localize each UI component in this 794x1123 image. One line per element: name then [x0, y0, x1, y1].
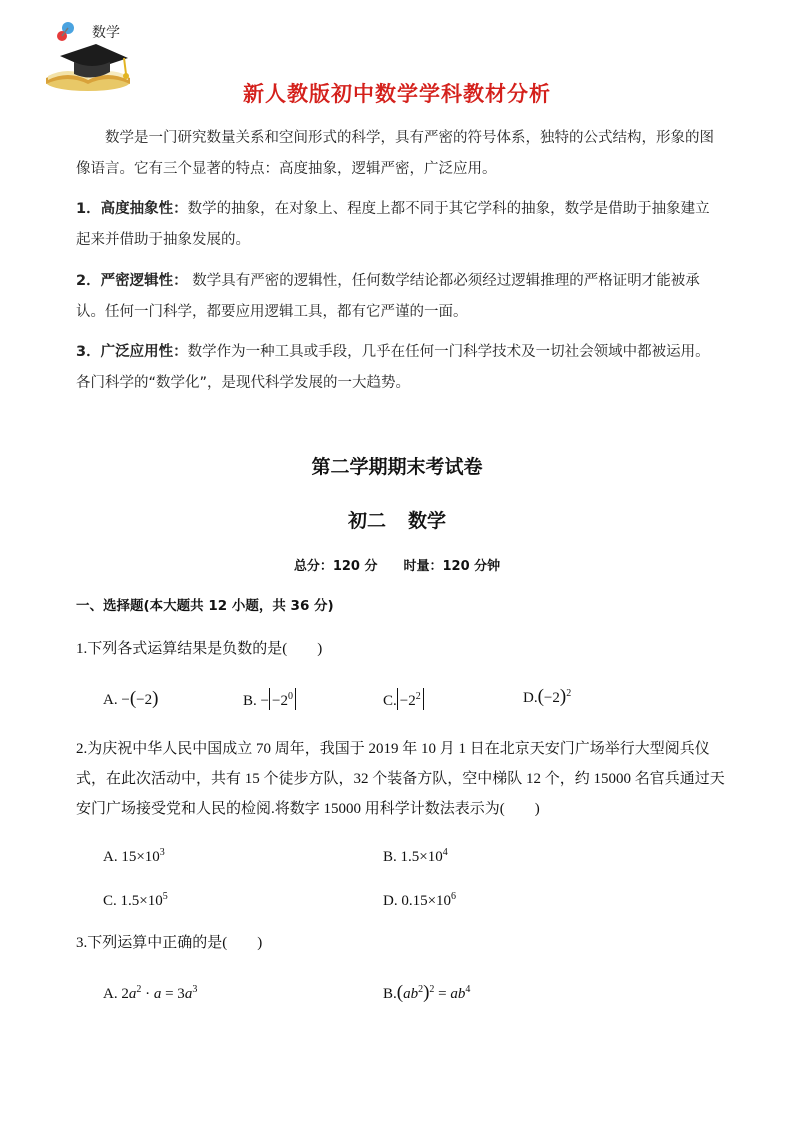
intro-paragraph: 数学是一门研究数量关系和空间形式的科学，具有严密的符号体系，独特的公式结构，形象的图像语言。它有三个显著的特点：高度抽象，逻辑严密，广泛应用。 [76, 130, 714, 177]
question-1-stem: 1.下列各式运算结果是负数的是( ) [76, 641, 323, 657]
total-score: 总分：120 分 [293, 559, 378, 574]
option-c-label: C. [383, 693, 397, 709]
option-b-exponent: 4 [442, 847, 448, 858]
option-b-label: B. [383, 986, 397, 1002]
question-2-stem: 2.为庆祝中华人民中国成立 70 周年，我国于 2019 年 10 月 1 日在北京天安门广场举行大型阅兵仪式，在此次活动中，共有 15 个徒步方队，32 个装备方队，空中梯队 12 个，约 15000 名官兵通过天安门广场接受党和人民的检阅.将数字 15000 用科学计数法表示为( ) [76, 741, 725, 817]
question-2-option-c [103, 891, 168, 910]
option-a-label: A. [103, 692, 118, 708]
question-1-option-d: $D.(-2)^2$ [523, 686, 572, 707]
question-2-option-d [383, 891, 456, 910]
option-d-text: D. 0.15×10 [383, 893, 452, 909]
question-2-option-b [383, 847, 448, 866]
question-2-option-a [103, 847, 165, 866]
question-3-stem: 3.下列运算中正确的是( ) [76, 935, 263, 951]
exam-duration: 时量：120 分钟 [403, 559, 501, 574]
option-c-exponent: 5 [162, 891, 168, 902]
exam-grade-subject [0, 506, 794, 533]
feature-point-1-lead: 1．高度抽象性： [76, 201, 188, 217]
exam-grade: 初二 [347, 510, 386, 532]
option-d-exponent: 6 [451, 891, 457, 902]
option-a-label: A. [103, 986, 118, 1002]
logo-label: 数学 [92, 25, 120, 41]
question-1-option-c: C. $-2^2$ [383, 688, 424, 710]
exam-title: 第二学期期末考试卷 [311, 456, 483, 478]
feature-point-2-lead: 2．严密逻辑性： [76, 273, 188, 289]
feature-point-3-text: 数学作为一种工具或手段，几乎在任何一门科学技术及一切社会领域中都被运用。各门科学的“数学化”，是现代科学发展的一大趋势。 [76, 344, 710, 391]
question-1-option-b: B. − $-2^0$ [243, 688, 296, 710]
feature-point-1-text: 数学的抽象，在对象上、程度上都不同于其它学科的抽象，数学是借助于抽象建立起来并借助于抽象发展的。 [76, 201, 710, 248]
feature-point-2 [76, 266, 722, 328]
feature-point-3 [76, 337, 722, 399]
feature-point-1 [76, 194, 722, 256]
exam-info [0, 555, 794, 574]
feature-point-2-text: 数学具有严密的逻辑性，任何数学结论都必须经过逻辑推理的严格证明才能被承认。任何一门科学，都要应用逻辑工具，都有它严谨的一面。 [76, 273, 700, 320]
option-b-text: B. 1.5×10 [383, 849, 443, 865]
question-3-option-b: $B.(ab^2)^2 = ab^4$ [383, 982, 471, 1003]
option-b-label: B. [243, 693, 257, 709]
question-3-option-a: A. $2a^2 \cdot a = 3a^3$ [103, 984, 198, 1002]
page-title: 新人教版初中数学学科教材分析 [243, 82, 551, 106]
exam-subject: 数学 [408, 510, 447, 532]
option-d-label: D. [523, 690, 538, 706]
option-c-text: C. 1.5×10 [103, 893, 163, 909]
option-a-exponent: 3 [159, 847, 165, 858]
section-heading: 一、选择题(本大题共 12 小题，共 36 分) [76, 598, 334, 614]
question-1-option-a: A. −(−2) [103, 688, 159, 709]
option-a-text: A. 15×10 [103, 849, 160, 865]
feature-point-3-lead: 3．广泛应用性： [76, 344, 188, 360]
